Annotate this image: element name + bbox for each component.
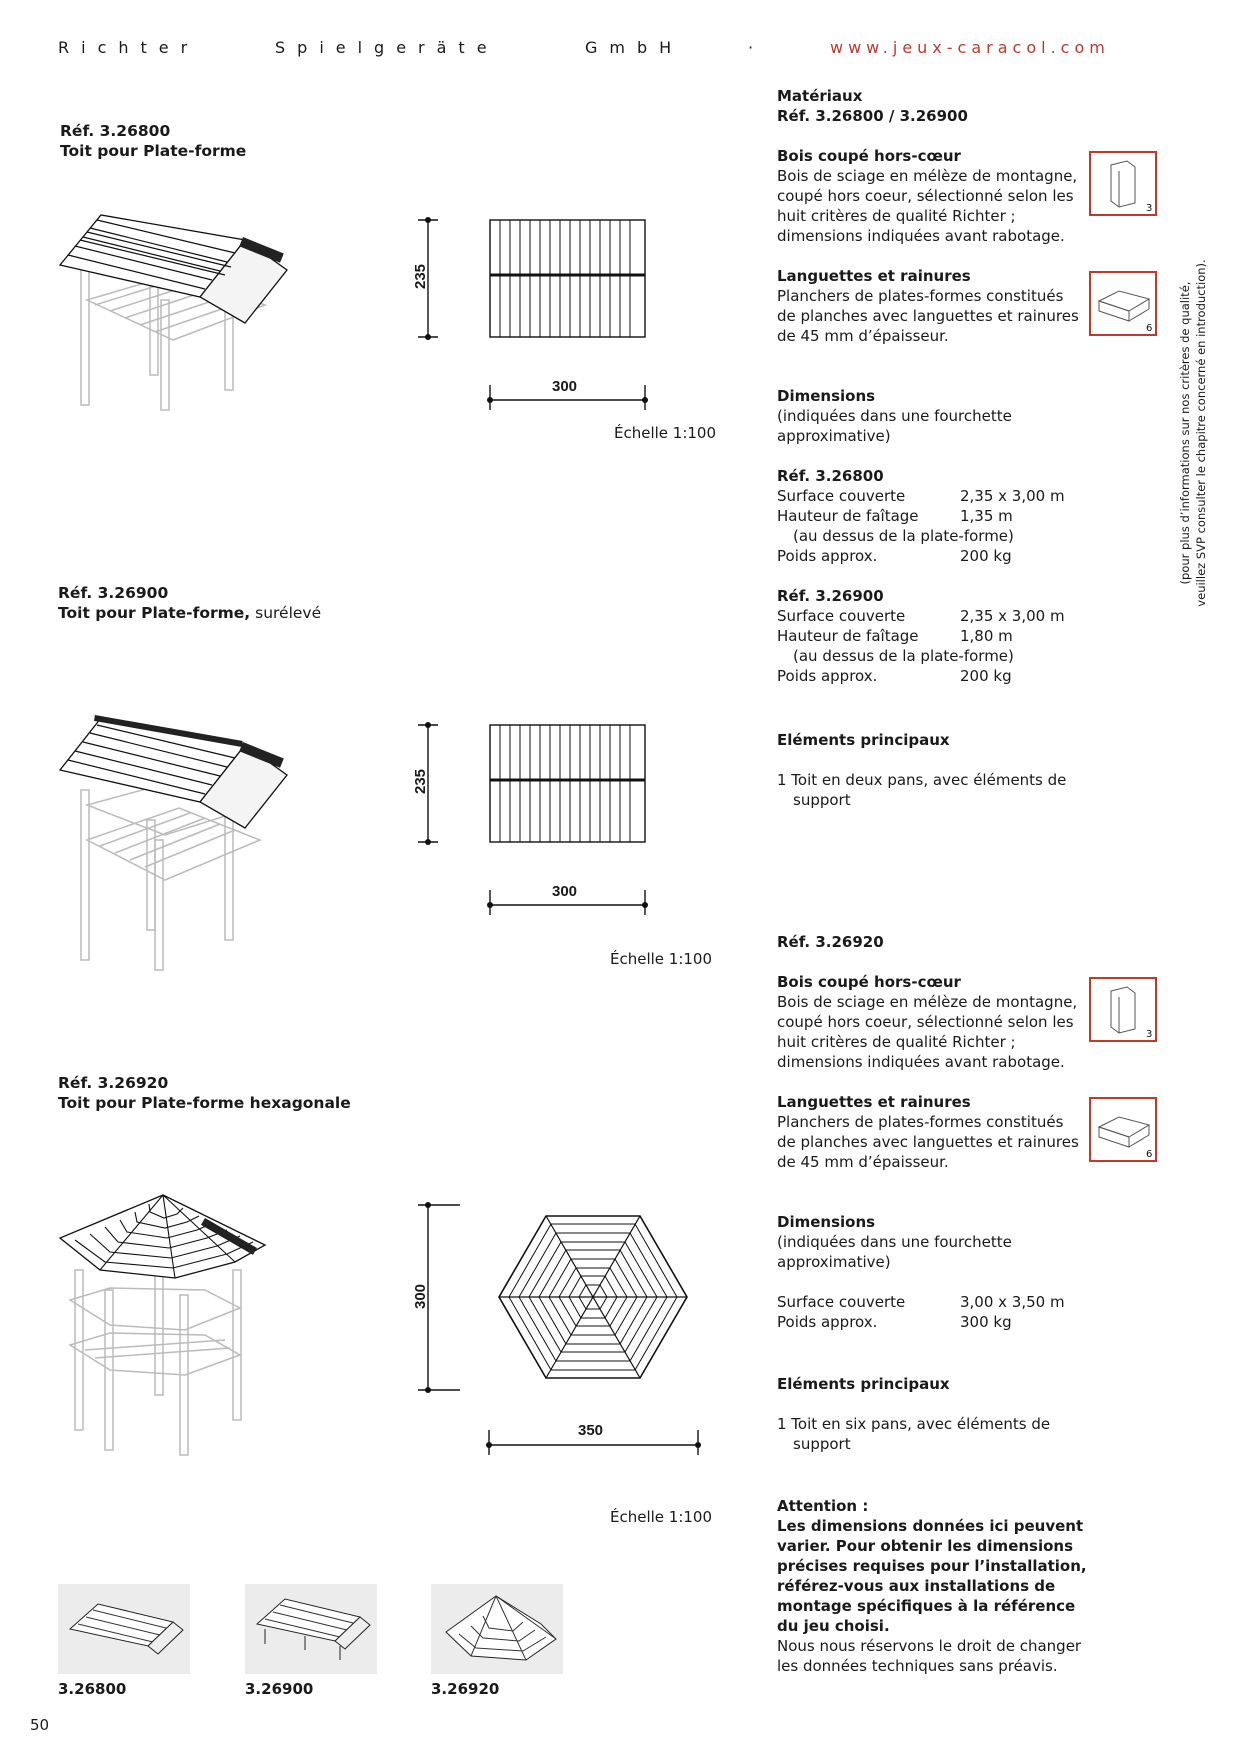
attention-text: Nous nous réservons le droit de changer les données techniques sans préavis.	[777, 1637, 1082, 1675]
main-elements-block	[777, 730, 1097, 810]
main-elements-item-3b: support	[793, 1435, 851, 1453]
main-elements-block-2	[777, 1374, 1097, 1454]
header-company-2: Spielgeräte	[275, 38, 499, 57]
side-note-line-2: veuillez SVP consulter le chapitre concerné en introduction).	[1194, 259, 1208, 607]
tongue-title-2: Languettes et rainures	[777, 1093, 971, 1111]
tongue-block	[777, 266, 1082, 346]
wood-text: Bois de sciage en mélèze de montagne, coupé hors coeur, sélectionné selon les huit critères de qualité Richter ; dimensions indiquées avant rabotage.	[777, 167, 1078, 245]
materials-title: Matériaux	[777, 87, 863, 105]
tongue-title: Languettes et rainures	[777, 267, 971, 285]
dims-block-2	[777, 1212, 1097, 1272]
ref2-note: (au dessus de la plate-forme)	[793, 647, 1014, 665]
product-2-title: Toit pour Plate-forme,	[58, 604, 251, 622]
product-3-plan	[410, 1200, 710, 1460]
ref1-dims	[777, 466, 1097, 566]
ref2-dims	[777, 586, 1097, 686]
attention-block	[777, 1496, 1097, 1676]
wood-quality-icon	[1089, 151, 1157, 216]
wood-quality-icon-2	[1089, 977, 1157, 1042]
side-note-line-1: (pour plus d’informations sur nos critères de qualité,	[1178, 281, 1192, 585]
page-number: 50	[30, 1716, 50, 1734]
ref2-row-height: Hauteur de faîtage 1,80 m	[777, 627, 1013, 645]
product-1-illustration	[55, 205, 295, 415]
thumbnail-3[interactable]	[431, 1584, 563, 1674]
dims-title: Dimensions	[777, 387, 876, 405]
thumbnail-1-roof-icon	[58, 1584, 190, 1674]
ref3-row-surface: Surface couverte 3,00 x 3,50 m	[777, 1293, 1065, 1311]
product-2-height-label: 235	[412, 768, 430, 795]
wood-block-2	[777, 972, 1082, 1072]
product-3-ref: Réf. 3.26920	[58, 1074, 169, 1092]
wood-title-2: Bois coupé hors-cœur	[777, 973, 961, 991]
ref1-row-height: Hauteur de faîtage 1,35 m	[777, 507, 1013, 525]
product-3-title: Toit pour Plate-forme hexagonale	[58, 1094, 351, 1112]
product-3-title-block	[58, 1073, 351, 1113]
side-note	[1177, 138, 1209, 728]
thumbnail-3-roof-icon	[431, 1584, 563, 1674]
thumbnail-2-roof-icon	[245, 1584, 377, 1674]
ref3-heading	[777, 932, 1097, 952]
main-elements-item-3: 1 Toit en six pans, avec éléments de	[777, 1415, 1051, 1433]
ref1-note: (au dessus de la plate-forme)	[793, 527, 1014, 545]
wood-badge-number: 3	[1146, 203, 1153, 214]
product-1-title: Toit pour Plate-forme	[60, 142, 247, 160]
tongue-badge-number: 6	[1146, 323, 1153, 334]
tongue-groove-icon-2	[1089, 1097, 1157, 1162]
ref2-row-weight: Poids approx. 200 kg	[777, 667, 1012, 685]
product-2-illustration	[55, 710, 295, 970]
product-2-width-label: 300	[552, 883, 578, 900]
materials-block	[777, 86, 1097, 126]
wood-text-2: Bois de sciage en mélèze de montagne, coupé hors coeur, sélectionné selon les huit critères de qualité Richter ; dimensions indiquées avant rabotage.	[777, 993, 1078, 1071]
materials-refs: Réf. 3.26800 / 3.26900	[777, 107, 968, 125]
main-elements-item: 1 Toit en deux pans, avec éléments de	[777, 771, 1067, 789]
product-3-height-label: 300	[412, 1283, 430, 1310]
product-2-title-suffix: surélevé	[250, 604, 322, 622]
dims-sub-2: (indiquées dans une fourchette approximative)	[777, 1233, 1012, 1271]
attention-title: Attention :	[777, 1497, 869, 1515]
attention-bold: Les dimensions données ici peuvent varier. Pour obtenir les dimensions précises requises pour l’installation, référez-vous aux installations de montage spécifiques à la référence du jeu choisi.	[777, 1517, 1087, 1635]
main-elements-title-2: Eléments principaux	[777, 1375, 950, 1393]
thumbnail-2-label: 3.26900	[245, 1680, 314, 1698]
product-2-ref: Réf. 3.26900	[58, 584, 169, 602]
tongue-text-2: Planchers de plates-formes constitués de planches avec languettes et rainures de 45 mm d’épaisseur.	[777, 1113, 1079, 1171]
product-2-plan	[410, 720, 660, 920]
thumbnail-1-label: 3.26800	[58, 1680, 127, 1698]
product-1-plan	[410, 215, 660, 415]
product-1-height-label: 235	[412, 263, 430, 290]
tongue-text: Planchers de plates-formes constitués de planches avec languettes et rainures de 45 mm d’épaisseur.	[777, 287, 1079, 345]
main-elements-title: Eléments principaux	[777, 731, 950, 749]
wood-block	[777, 146, 1082, 246]
ref1-row-weight: Poids approx. 200 kg	[777, 547, 1012, 565]
ref2-ref: Réf. 3.26900	[777, 587, 884, 605]
ref3-row-weight: Poids approx. 300 kg	[777, 1313, 1012, 1331]
product-3-width-label: 350	[578, 1422, 604, 1439]
product-3-scale: Échelle 1:100	[610, 1508, 713, 1526]
ref3-ref: Réf. 3.26920	[777, 933, 884, 951]
header-separator: ·	[748, 38, 754, 57]
product-2-scale: Échelle 1:100	[610, 950, 713, 968]
tongue-groove-icon	[1089, 271, 1157, 336]
ref1-row-surface: Surface couverte 2,35 x 3,00 m	[777, 487, 1065, 505]
ref3-dims	[777, 1292, 1097, 1332]
thumbnail-3-label: 3.26920	[431, 1680, 500, 1698]
header-company-1: Richter	[58, 38, 200, 57]
tongue-badge-number-2: 6	[1146, 1149, 1153, 1160]
product-1-ref: Réf. 3.26800	[60, 122, 171, 140]
dims-title-2: Dimensions	[777, 1213, 876, 1231]
ref1-ref: Réf. 3.26800	[777, 467, 884, 485]
wood-title: Bois coupé hors-cœur	[777, 147, 961, 165]
thumbnail-2[interactable]	[245, 1584, 377, 1674]
product-1-title-block	[60, 121, 246, 161]
ref2-row-surface: Surface couverte 2,35 x 3,00 m	[777, 607, 1065, 625]
product-3-illustration	[55, 1190, 275, 1460]
header-url[interactable]: www.jeux-caracol.com	[830, 38, 1110, 57]
tongue-block-2	[777, 1092, 1082, 1172]
dims-block	[777, 386, 1097, 446]
product-1-width-label: 300	[552, 378, 578, 395]
product-2-title-block	[58, 583, 321, 623]
thumbnail-1[interactable]	[58, 1584, 190, 1674]
product-1-scale: Échelle 1:100	[614, 424, 717, 442]
wood-badge-number-2: 3	[1146, 1029, 1153, 1040]
dims-sub: (indiquées dans une fourchette approximative)	[777, 407, 1012, 445]
main-elements-item-2: support	[793, 791, 851, 809]
header-company-3: GmbH	[585, 38, 684, 57]
